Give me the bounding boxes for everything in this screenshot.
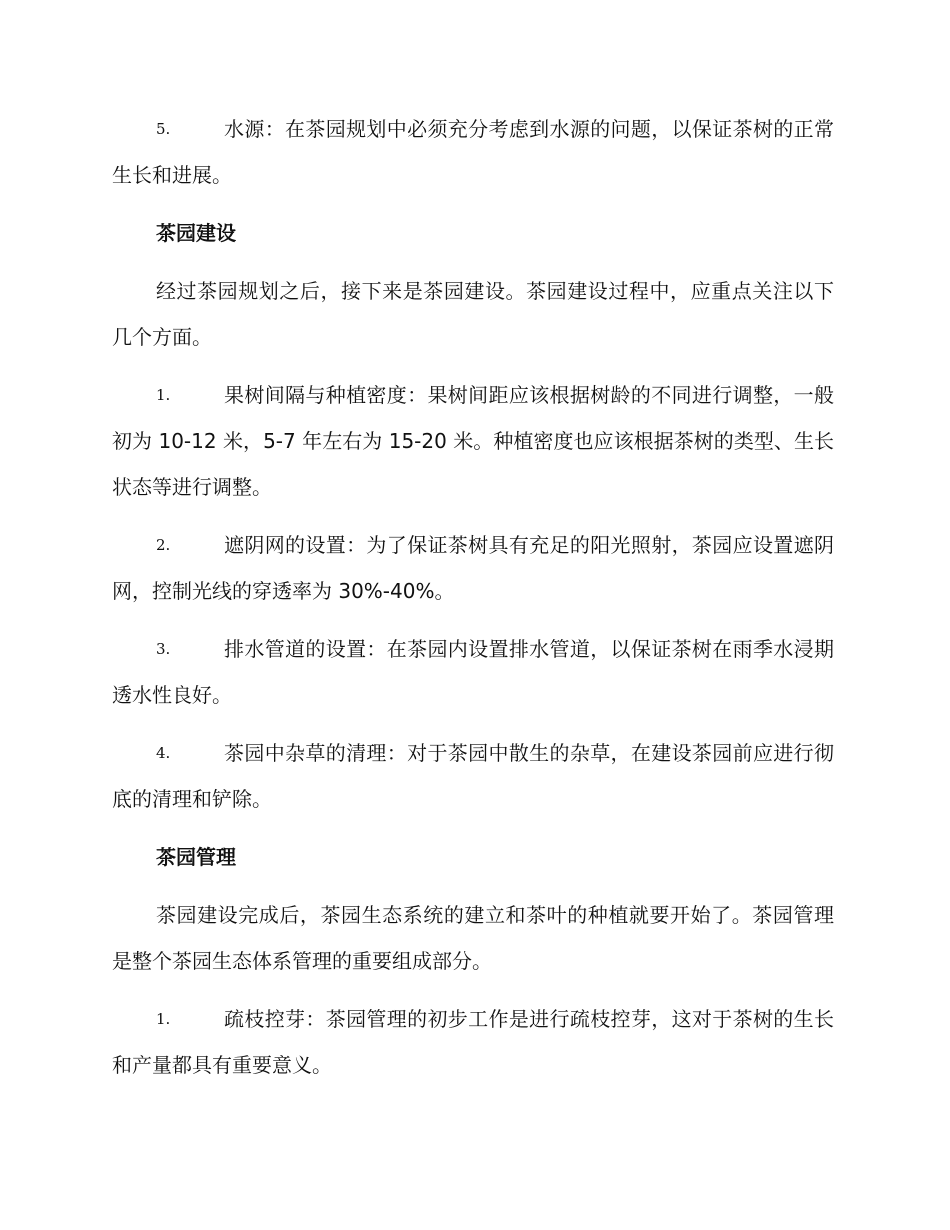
document-body <box>112 106 834 1088</box>
list-number: 5. <box>156 120 171 138</box>
list-number: 1. <box>156 1010 171 1028</box>
section-heading: 茶园建设 <box>156 221 236 245</box>
list-item <box>112 626 834 718</box>
list-item <box>112 996 834 1088</box>
list-number: 2. <box>156 536 171 554</box>
list-item <box>112 730 834 822</box>
list-text: 水源：在茶园规划中必须充分考虑到水源的问题，以保证茶树的正常生长和进展。 <box>112 117 834 187</box>
paragraph: 经过茶园规划之后，接下来是茶园建设。茶园建设过程中，应重点关注以下几个方面。 <box>112 279 834 349</box>
list-number: 4. <box>156 744 171 762</box>
list-number: 1. <box>156 386 171 404</box>
section-heading: 茶园管理 <box>156 845 236 869</box>
list-item <box>112 372 834 510</box>
paragraph: 茶园建设完成后，茶园生态系统的建立和茶叶的种植就要开始了。茶园管理是整个茶园生态体系管理的重要组成部分。 <box>112 903 834 973</box>
list-number: 3. <box>156 640 171 658</box>
list-text: 遮阴网的设置：为了保证茶树具有充足的阳光照射，茶园应设置遮阴网，控制光线的穿透率为 30%-40%。 <box>112 533 834 603</box>
list-text: 排水管道的设置：在茶园内设置排水管道，以保证茶树在雨季水浸期透水性良好。 <box>112 637 834 707</box>
list-text: 果树间隔与种植密度：果树间距应该根据树龄的不同进行调整，一般初为 10-12 米，5-7 年左右为 15-20 米。种植密度也应该根据茶树的类型、生长状态等进行调整。 <box>112 383 834 499</box>
list-text: 茶园中杂草的清理：对于茶园中散生的杂草，在建设茶园前应进行彻底的清理和铲除。 <box>112 741 834 811</box>
list-item <box>112 106 834 198</box>
list-item <box>112 522 834 614</box>
list-text: 疏枝控芽：茶园管理的初步工作是进行疏枝控芽，这对于茶树的生长和产量都具有重要意义。 <box>112 1007 834 1077</box>
